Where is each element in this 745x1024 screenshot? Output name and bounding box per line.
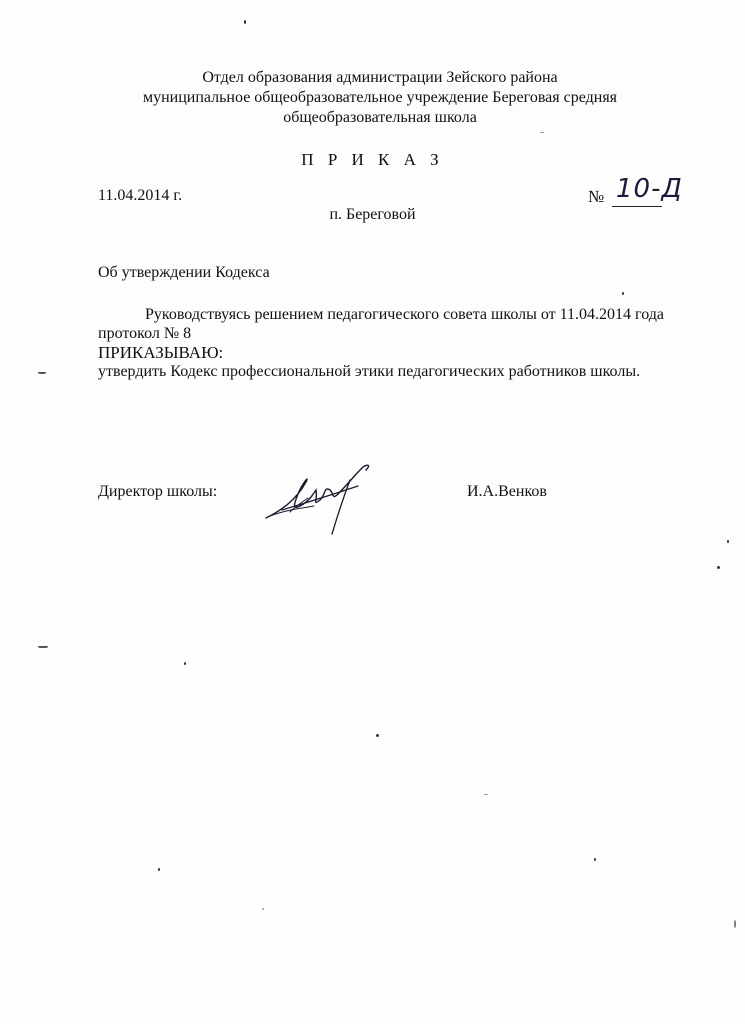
order-subject: Об утверждении Кодекса [98, 264, 270, 281]
scan-speck [484, 794, 488, 795]
order-number-label: № [588, 187, 605, 206]
order-command: ПРИКАЗЫВАЮ: [98, 343, 224, 362]
header-line-school-type: общеобразовательная школа [283, 109, 477, 126]
order-number-handwritten: 10-Д [616, 174, 683, 204]
order-body [98, 305, 688, 381]
scan-speck [38, 646, 48, 648]
scan-speck [734, 920, 736, 928]
scan-speck [38, 372, 46, 374]
signer-title: Директор школы: [98, 483, 218, 500]
document-header [60, 68, 700, 128]
header-line-department: Отдел образования администрации Зейского района [202, 69, 558, 86]
scan-speck [717, 566, 720, 569]
scan-speck [540, 132, 544, 133]
scan-speck [376, 734, 379, 737]
scan-speck [158, 868, 160, 871]
order-basis-paragraph: Руководствуясь решением педагогического совета школы от 11.04.2014 года протокол № 8 [98, 306, 664, 342]
signer-name: И.А.Венков [467, 483, 547, 500]
header-line-school: муниципальное общеобразовательное учреждение Береговая средняя [142, 89, 618, 106]
scan-speck [184, 662, 186, 665]
order-date: 11.04.2014 г. [98, 187, 183, 204]
order-resolution-paragraph: утвердить Кодекс профессиональной этики педагогических работников школы. [98, 363, 641, 380]
order-title: П Р И К А З [301, 150, 444, 169]
scan-speck [262, 908, 264, 910]
handwritten-signature-icon [262, 460, 382, 540]
scan-speck [622, 292, 624, 295]
scan-speck [727, 540, 729, 543]
scan-speck [594, 858, 596, 861]
scan-speck [244, 20, 246, 24]
order-place: п. Береговой [329, 206, 416, 223]
